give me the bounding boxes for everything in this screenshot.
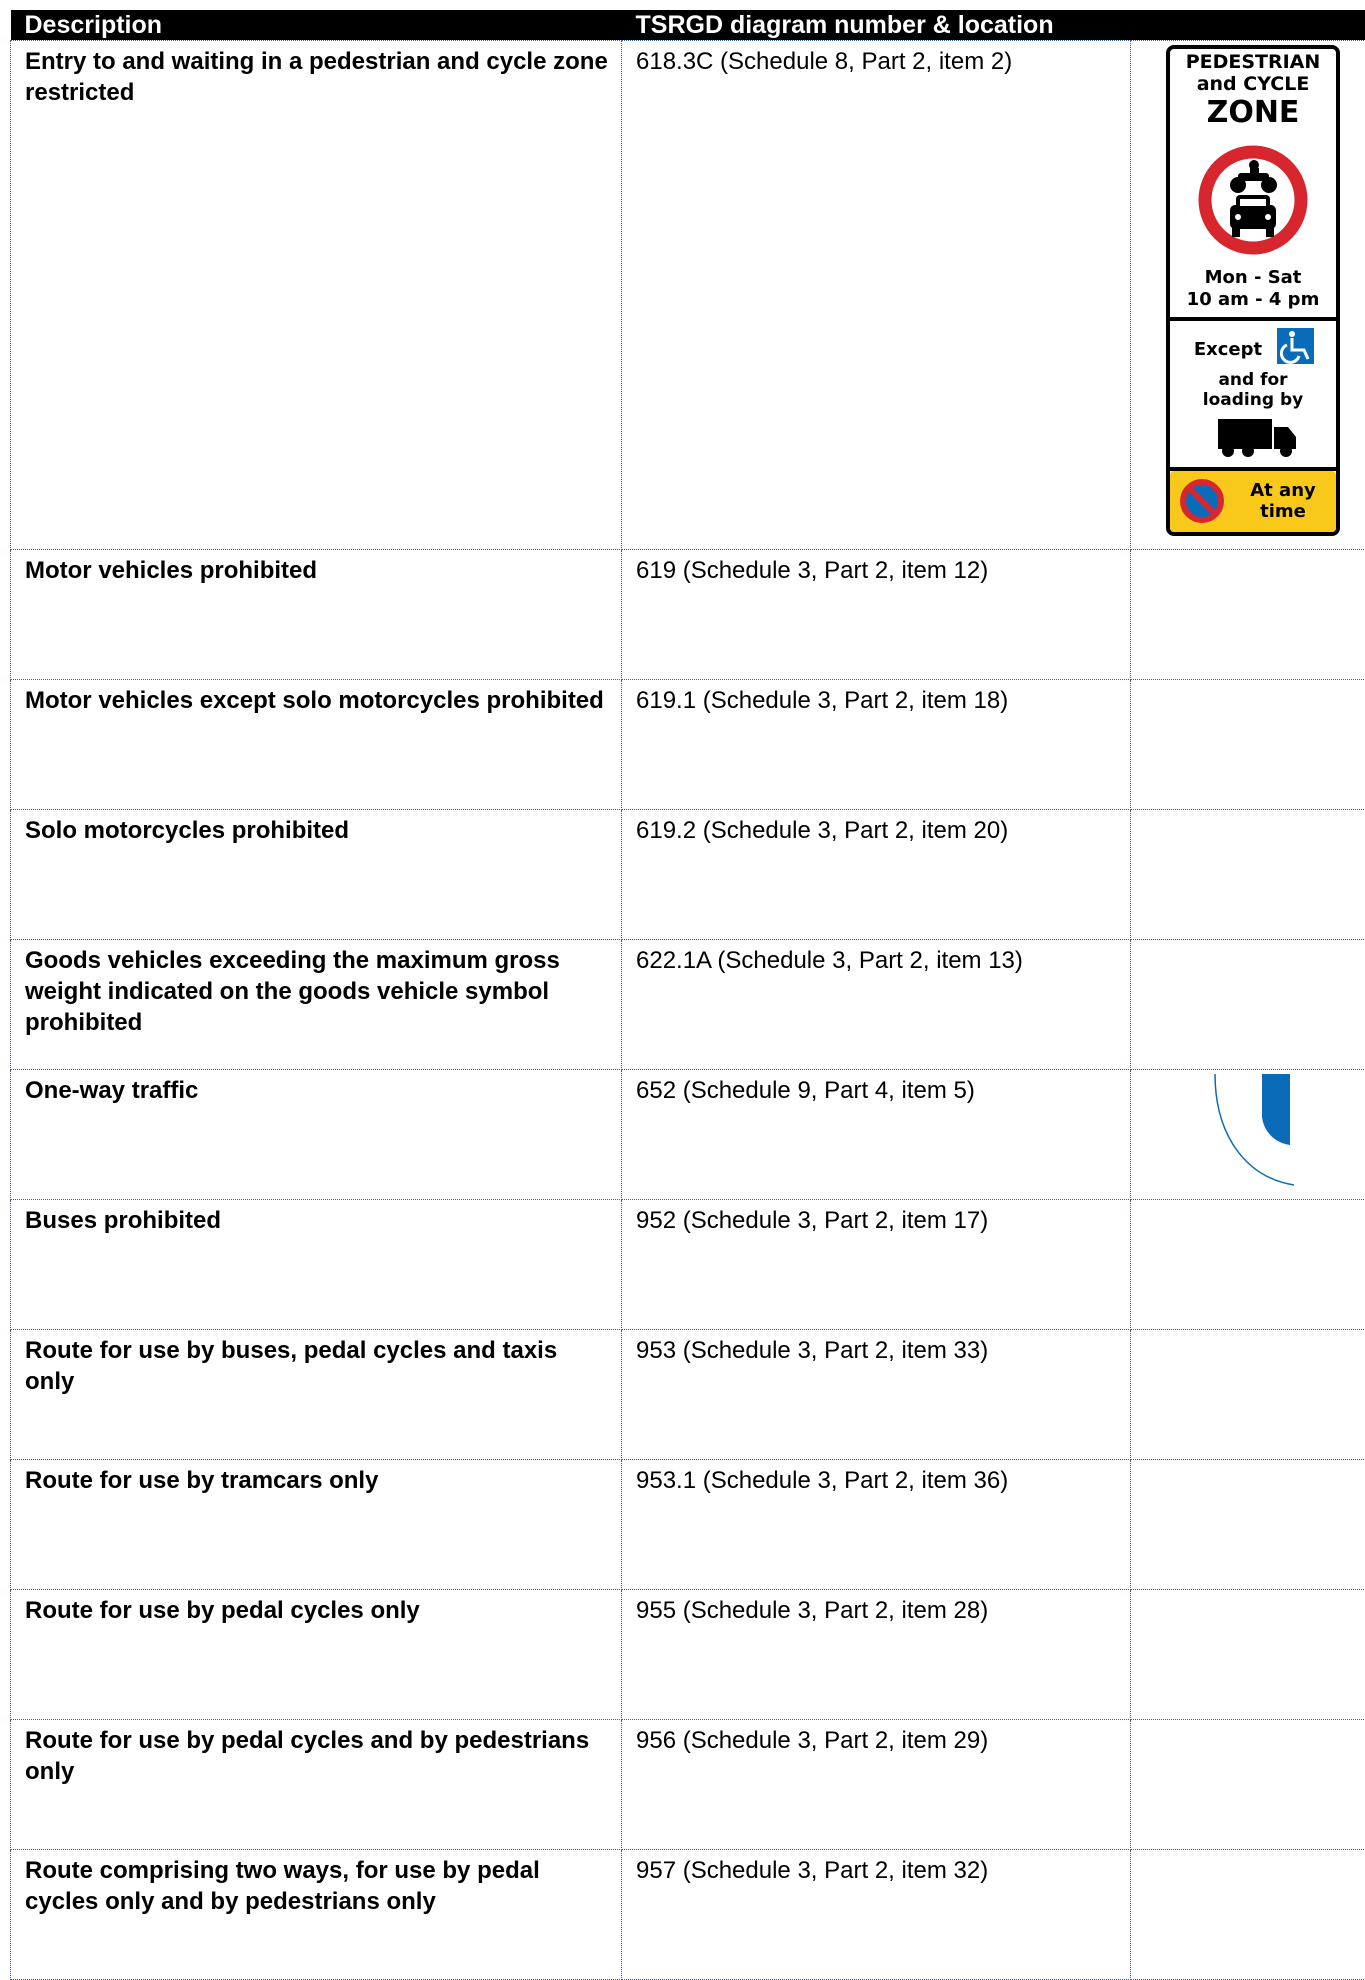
table-row (11, 1460, 1365, 1590)
row-reference: 957 (Schedule 3, Part 2, item 32) (622, 1850, 1131, 1980)
row-description: Route for use by pedal cycles only (11, 1590, 622, 1720)
row-image-cell (1131, 940, 1365, 1070)
row-image-cell (1131, 1590, 1365, 1720)
sign-days: Mon - Sat (1205, 267, 1302, 288)
row-image-cell (1131, 41, 1365, 550)
row-description: Buses prohibited (11, 1200, 622, 1330)
row-description: Entry to and waiting in a pedestrian and cycle zone restricted (11, 41, 622, 550)
header-image (1131, 10, 1365, 41)
row-reference: 956 (Schedule 3, Part 2, item 29) (622, 1720, 1131, 1850)
sign-line3: ZONE (1207, 95, 1300, 130)
wheelchair-icon (1277, 328, 1314, 364)
row-reference: 618.3C (Schedule 8, Part 2, item 2) (622, 41, 1131, 550)
one-way-sign-fragment (1214, 1073, 1294, 1187)
row-reference: 619.1 (Schedule 3, Part 2, item 18) (622, 680, 1131, 810)
row-reference: 619.2 (Schedule 3, Part 2, item 20) (622, 810, 1131, 940)
plate-line2: time (1260, 501, 1306, 522)
table-row (11, 1590, 1365, 1720)
sign-line2: and CYCLE (1197, 73, 1310, 95)
row-reference: 953.1 (Schedule 3, Part 2, item 36) (622, 1460, 1131, 1590)
row-image-cell (1131, 1720, 1365, 1850)
row-image-cell (1131, 1200, 1365, 1330)
table-row (11, 1330, 1365, 1460)
traffic-sign-table (10, 10, 1365, 1980)
no-waiting-icon (1183, 482, 1221, 520)
table-row (11, 1070, 1365, 1200)
row-image-cell (1131, 680, 1365, 810)
table-row (11, 1850, 1365, 1980)
row-description: Route comprising two ways, for use by pedal cycles only and by pedestrians only (11, 1850, 622, 1980)
row-reference: 952 (Schedule 3, Part 2, item 17) (622, 1200, 1131, 1330)
row-description: Route for use by buses, pedal cycles and taxis only (11, 1330, 622, 1460)
row-reference: 953 (Schedule 3, Part 2, item 33) (622, 1330, 1131, 1460)
table-row (11, 41, 1365, 550)
header-description: Description (11, 10, 622, 41)
row-description: One-way traffic (11, 1070, 622, 1200)
row-description: Solo motorcycles prohibited (11, 810, 622, 940)
header-diagram-reference: TSRGD diagram number & location (622, 10, 1131, 41)
table-row (11, 550, 1365, 680)
row-reference: 652 (Schedule 9, Part 4, item 5) (622, 1070, 1131, 1200)
row-description: Motor vehicles prohibited (11, 550, 622, 680)
row-reference: 622.1A (Schedule 3, Part 2, item 13) (622, 940, 1131, 1070)
sign-hours: 10 am - 4 pm (1187, 289, 1320, 310)
table-row (11, 1200, 1365, 1330)
sign-line1: PEDESTRIAN (1186, 51, 1321, 73)
row-image-cell (1131, 810, 1365, 940)
table-row (11, 1720, 1365, 1850)
row-image-cell (1131, 550, 1365, 680)
row-image-cell (1131, 1070, 1365, 1200)
pedestrian-cycle-zone-sign (1166, 45, 1340, 536)
row-reference: 619 (Schedule 3, Part 2, item 12) (622, 550, 1131, 680)
row-image-cell (1131, 1850, 1365, 1980)
row-description: Route for use by pedal cycles and by pedestrians only (11, 1720, 622, 1850)
table-header-row (11, 10, 1365, 41)
table-row (11, 810, 1365, 940)
row-description: Motor vehicles except solo motorcycles prohibited (11, 680, 622, 810)
table-row (11, 940, 1365, 1070)
row-image-cell (1131, 1460, 1365, 1590)
row-reference: 955 (Schedule 3, Part 2, item 28) (622, 1590, 1131, 1720)
sign-loading-by: loading by (1203, 390, 1303, 410)
row-description: Route for use by tramcars only (11, 1460, 622, 1590)
sign-except: Except (1194, 339, 1263, 360)
sign-and-for: and for (1218, 370, 1288, 390)
table-row (11, 680, 1365, 810)
row-description: Goods vehicles exceeding the maximum gross weight indicated on the goods vehicle symbol prohibited (11, 940, 622, 1070)
row-image-cell (1131, 1330, 1365, 1460)
plate-line1: At any (1250, 480, 1316, 501)
